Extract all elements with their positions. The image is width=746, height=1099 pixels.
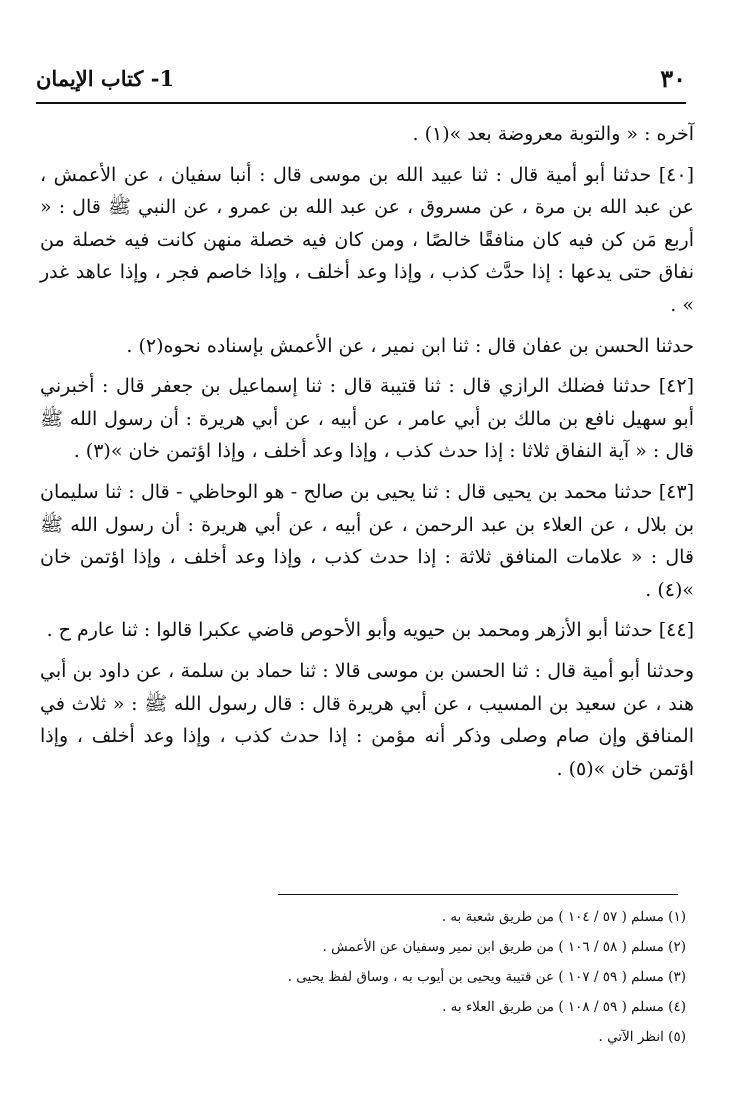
hadith-43: [٤٣] حدثنا محمد بن يحيى قال : ثنا يحيى بن صالح - هو الوحاظي - قال : ثنا سليمان بن بلال ، عن العلاء بن عبد الرحمن ، عن أبيه ، عن أبي هريرة : أن رسول الله ﷺ قال : « علامات المنافق ثلاثة : إذا حدث كذب ، وإذا وعد أخلف ، وإذا اؤتمن خان »(٤) . [40,480,694,601]
footnote: (٢) مسلم ( ٥٨ / ١٠٦ ) من طريق ابن نمير وسفيان عن الأعمش . [322,939,686,955]
footnotes [40,902,686,1052]
chapter-title: 1- كتاب الإيمان [36,66,175,91]
main-text [40,118,694,785]
footnote-separator [278,894,678,895]
page-number: ٣٠ [660,64,686,93]
paragraph: حدثنا الحسن بن عفان قال : ثنا ابن نمير ، عن الأعمش بإسناده نحوه(٢) . [126,334,694,357]
footnote: (١) مسلم ( ٥٧ / ١٠٤ ) من طريق شعبة به . [441,909,686,925]
hadith-40: [٤٠] حدثنا أبو أمية قال : ثنا عبيد الله بن موسى قال : أنبا سفيان ، عن الأعمش ، عن عبد الله بن مرة ، عن مسروق ، عن عبد الله بن عمرو ، عن النبي ﷺ قال : « أربع مَن كن فيه كان منافقًا خالصًا ، ومن كان فيه خصلة منهن كانت فيه خصلة من نفاق حتى يدعها : إذا حدَّث كذب ، وإذا وعد أخلف ، وإذا خاصم فجر ، وإذا عاهد غدر » . [40,163,694,316]
paragraph: وحدثنا أبو أمية قال : ثنا الحسن بن موسى قالا : ثنا حماد بن سلمة ، عن داود بن أبي هند ، عن سعيد بن المسيب ، عن أبي هريرة قال : قال رسول الله ﷺ : « ثلاث في المنافق وإن صام وصلى وذكر أنه مؤمن : إذا حدث كذب ، وإذا وعد أخلف ، وإذا اؤتمن خان »(٥) . [40,659,694,780]
paragraph: آخره : « والتوبة معروضة بعد »(١) . [412,123,694,145]
footnote: (٥) انظر الآتي . [598,1029,686,1045]
hadith-44: [٤٤] حدثنا أبو الأزهر ومحمد بن حيويه وأبو الأحوص قاضي عكبرا قالوا : ثنا عارم ح . [46,619,694,642]
page-header [36,62,686,104]
hadith-42: [٤٢] حدثنا فضلك الرازي قال : ثنا قتيبة قال : ثنا إسماعيل بن جعفر قال : أخبرني أبو سهيل نافع بن مالك بن أبي عامر ، عن أبيه ، عن أبي هريرة : أن رسول الله ﷺ قال : « آية النفاق ثلاثا : إذا حدث كذب ، وإذا وعد أخلف ، وإذا اؤتمن خان »(٣) . [40,375,694,463]
footnote: (٣) مسلم ( ٥٩ / ١٠٧ ) عن قتيبة ويحيى بن أيوب به ، وساق لفظ يحيى . [287,969,686,985]
footnote: (٤) مسلم ( ٥٩ / ١٠٨ ) من طريق العلاء به . [442,999,686,1015]
